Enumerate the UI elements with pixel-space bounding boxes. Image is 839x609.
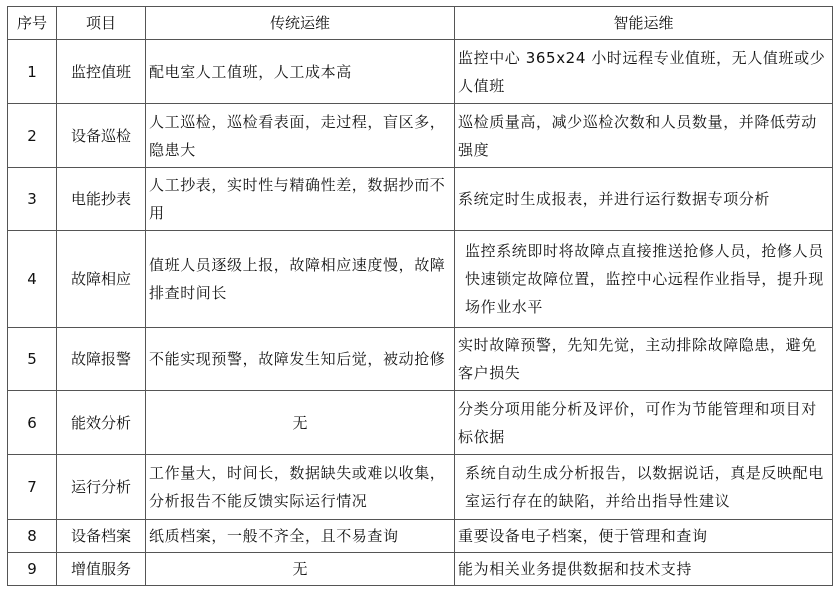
row-item: 设备档案	[57, 520, 146, 553]
row-smart: 分类分项用能分析及评价，可作为节能管理和项目对标依据	[455, 391, 833, 455]
row-traditional: 无	[146, 391, 455, 455]
row-traditional: 人工抄表，实时性与精确性差，数据抄而不用	[146, 168, 455, 231]
row-item: 电能抄表	[57, 168, 146, 231]
row-number: 7	[8, 455, 57, 520]
row-smart: 监控中心 365x24 小时远程专业值班，无人值班或少人值班	[455, 40, 833, 104]
row-traditional: 值班人员逐级上报，故障相应速度慢，故障排查时间长	[146, 231, 455, 328]
row-number: 4	[8, 231, 57, 328]
header-traditional: 传统运维	[146, 7, 455, 40]
row-smart: 系统定时生成报表，并进行运行数据专项分析	[455, 168, 833, 231]
row-traditional: 纸质档案，一般不齐全，且不易查询	[146, 520, 455, 553]
table-row	[8, 328, 833, 391]
row-traditional: 工作量大，时间长，数据缺失或难以收集，分析报告不能反馈实际运行情况	[146, 455, 455, 520]
table-row	[8, 104, 833, 168]
row-number: 8	[8, 520, 57, 553]
row-number: 5	[8, 328, 57, 391]
header-smart: 智能运维	[455, 7, 833, 40]
row-traditional: 人工巡检，巡检看表面，走过程，盲区多，隐患大	[146, 104, 455, 168]
row-number: 6	[8, 391, 57, 455]
table-row	[8, 231, 833, 328]
row-smart: 巡检质量高，减少巡检次数和人员数量，并降低劳动强度	[455, 104, 833, 168]
row-item: 能效分析	[57, 391, 146, 455]
row-number: 9	[8, 553, 57, 586]
row-number: 1	[8, 40, 57, 104]
row-traditional: 无	[146, 553, 455, 586]
row-smart: 监控系统即时将故障点直接推送抢修人员，抢修人员快速锁定故障位置，监控中心远程作业指导，提升现场作业水平	[455, 231, 833, 328]
row-item: 运行分析	[57, 455, 146, 520]
row-number: 2	[8, 104, 57, 168]
row-item: 监控值班	[57, 40, 146, 104]
row-smart: 实时故障预警，先知先觉，主动排除故障隐患，避免客户损失	[455, 328, 833, 391]
row-item: 故障报警	[57, 328, 146, 391]
row-item: 设备巡检	[57, 104, 146, 168]
row-item: 故障相应	[57, 231, 146, 328]
table-row	[8, 553, 833, 586]
row-traditional: 不能实现预警，故障发生知后觉，被动抢修	[146, 328, 455, 391]
row-smart: 能为相关业务提供数据和技术支持	[455, 553, 833, 586]
comparison-table	[7, 6, 833, 586]
header-no: 序号	[8, 7, 57, 40]
row-traditional: 配电室人工值班，人工成本高	[146, 40, 455, 104]
table-row	[8, 168, 833, 231]
row-smart: 重要设备电子档案，便于管理和查询	[455, 520, 833, 553]
row-smart: 系统自动生成分析报告，以数据说话，真是反映配电室运行存在的缺陷，并给出指导性建议	[455, 455, 833, 520]
header-row	[8, 7, 833, 40]
row-number: 3	[8, 168, 57, 231]
table-row	[8, 455, 833, 520]
row-item: 增值服务	[57, 553, 146, 586]
table-row	[8, 391, 833, 455]
table-row	[8, 40, 833, 104]
header-item: 项目	[57, 7, 146, 40]
table-row	[8, 520, 833, 553]
